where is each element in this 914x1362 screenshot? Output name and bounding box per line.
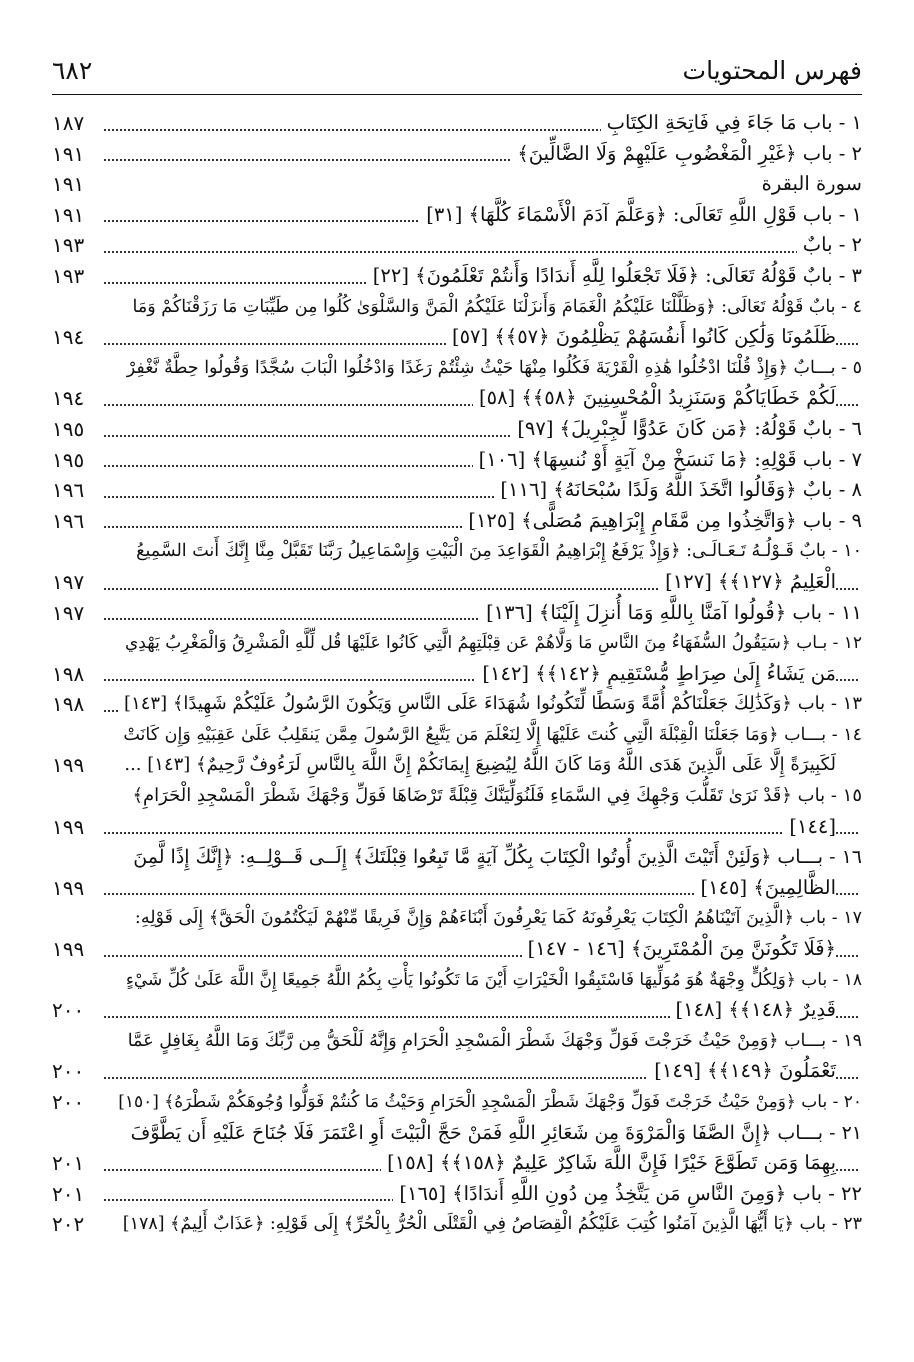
toc-entry-text: ٢ - بابٌ [797,230,862,261]
toc-entry-text: ١٧ - باب ﴿الَّذِينَ آتَيْنَاهُمُ الْكِتَابَ يَعْرِفُونَهُ كَمَا يَعْرِفُونَ أَبْنَاءَهُمْ وَإِنَّ فَرِيقًا مِّنْهُمْ لَيَكْتُمُونَ الْحَقَّ﴾ إِلَى قَوْلِهِ: [129,903,862,934]
toc-page-number: ١٩٩ [52,812,90,843]
toc-page-number: ١٩٤ [52,383,90,414]
toc-entry-text: مَن يَشَاءُ إِلَىٰ صِرَاطٍ مُّسْتَقِيمٍ ﴿١٤٢﴾﴾ [١٤٢] [476,659,836,690]
toc-page-number: ١٩٦ [52,475,90,506]
toc-entry-line [52,995,862,1026]
toc-entry-line [52,659,862,690]
toc-entry-text: ٢ - باب ﴿غَيْرِ الْمَغْضُوبِ عَلَيْهِمْ وَلَا الضَّالِّينَ﴾ [511,139,862,170]
toc-entry-line [52,230,862,261]
toc-entry-line [52,567,862,598]
toc-entry-text: قَدِيرٌ ﴿١٤٨﴾﴾ [١٤٨] [670,995,837,1026]
toc-entry-text: ٣ - بابٌ قَوْلُهُ تَعَالَى: ﴿فَلَا تَجْعَلُوا لِلَّهِ أَندَادًا وَأَنتُمْ تَعْلَمُونَ﴾ [٢٢] [367,261,862,292]
toc-entry-text: ٢١ - بـــاب ﴿إِنَّ الصَّفَا وَالْمَرْوَةَ مِن شَعَائِرِ اللَّهِ فَمَنْ حَجَّ الْبَيْتَ أَوِ اعْتَمَرَ فَلَا جُنَاحَ عَلَيْهِ أَن يَطَّوَّفَ [125,1118,862,1149]
toc-entry-line [52,934,862,965]
toc-entry-line [52,628,862,659]
toc-entry-text: ٨ - بابٌ ﴿وَقَالُوا اتَّخَذَ اللَّهُ وَلَدًا سُبْحَانَهُ﴾ [١١٦] [494,475,862,506]
toc-entry-line [52,383,862,414]
toc-entry-text: ١١ - باب ﴿قُولُوا آمَنَّا بِاللَّهِ وَمَا أُنزِلَ إِلَيْنَا﴾ [١٣٦] [480,598,862,629]
toc-entry-text: ٢٣ - باب ﴿يَا أَيُّهَا الَّذِينَ آمَنُوا كُتِبَ عَلَيْكُمُ الْقِصَاصُ فِي الْقَتْلَى الْحُرُّ بِالْحُرِّ﴾ إِلَى قَوْلِهِ: ﴿عَذَابٌ أَلِيمٌ﴾ [١٧٨] [117,1209,862,1240]
toc-entry-line [52,1056,862,1087]
toc-entry-text: الْعَلِيمُ ﴿١٢٧﴾﴾ [١٢٧] [659,567,836,598]
toc-page-number: ٢٠٠ [52,995,90,1026]
toc-entry-text: ١٠ - بابٌ قَـوْلُـهُ تَـعَـالَـى: ﴿وَإِذْ يَرْفَعُ إِبْرَاهِيمُ الْقَوَاعِدَ مِنَ الْبَيْتِ وَإِسْمَاعِيلُ رَبَّنَا تَقَبَّلْ مِنَّا إِنَّكَ أَنتَ السَّمِيعُ [130,536,862,567]
toc-entry-text: الظَّالِمِينَ﴾ [١٤٥] [694,873,836,904]
toc-entry-text: ١ - باب قَوْلِ اللَّهِ تَعَالَى: ﴿وَعَلَّمَ آدَمَ الْأَسْمَاءَ كُلَّهَا﴾ [٣١] [420,200,862,231]
toc-entry-line [52,812,862,843]
page-header [52,52,862,95]
toc-page-number: ١٩٩ [52,934,90,965]
toc-entry-text: ١٩ - بـــاب ﴿وَمِنْ حَيْثُ خَرَجْتَ فَوَلِّ وَجْهَكَ شَطْرَ الْمَسْجِدِ الْحَرَامِ وَإِنَّهُ لَلْحَقُّ مِن رَّبِّكَ وَمَا اللَّهُ بِغَافِلٍ عَمَّا [122,1026,862,1057]
toc-entry-line [52,353,862,384]
toc-page-number: ١٩٤ [52,322,90,353]
toc-entry-text: ١٨ - باب ﴿وَلِكُلٍّ وِجْهَةٌ هُوَ مُوَلِّيهَا فَاسْتَبِقُوا الْخَيْرَاتِ أَيْنَ مَا تَكُونُوا يَأْتِ بِكُمُ اللَّهُ جَمِيعًا إِنَّ اللَّهَ عَلَىٰ كُلِّ شَيْءٍ [120,965,862,996]
toc-entry-line [52,1026,862,1057]
toc-entry-text: تَعْمَلُونَ ﴿١٤٩﴾﴾ [١٤٩] [648,1056,836,1087]
toc-entry-line [52,689,862,720]
toc-page-number: ٢٠١ [52,1179,90,1210]
toc-page-number: ١٨٧ [52,108,90,139]
toc-entry-line [52,1179,862,1210]
toc-entry-text: ١ - باب مَا جَاءَ فِي فَاتِحَةِ الكِتَابِ [601,108,862,139]
toc-page-number: ١٩١ [52,200,90,231]
toc-entry-line [52,322,862,353]
toc-entry-line [52,842,862,873]
toc-page-number: ٢٠٠ [52,1087,90,1118]
toc-page-number: ٢٠١ [52,1148,90,1179]
toc-entry-line [52,292,862,323]
toc-entry-text: ﴿فَلَا تَكُونَنَّ مِنَ الْمُمْتَرِينَ﴾ [١٤٦ - ١٤٧] [522,934,836,965]
toc-entry-text: لَكَبِيرَةً إِلَّا عَلَى الَّذِينَ هَدَى اللَّهُ وَمَا كَانَ اللَّهُ لِيُضِيعَ إِيمَانَكُمْ إِنَّ اللَّهَ بِالنَّاسِ لَرَءُوفٌ رَّحِيمٌ﴾ [١٤٣] ... [118,750,836,781]
toc-entry-text: ٦ - بابٌ قَوْلُهُ: ﴿مَن كَانَ عَدُوًّا لِّجِبْرِيلَ﴾ [٩٧] [511,414,862,445]
toc-page-number: ١٩٥ [52,445,90,476]
toc-page-number: ١٩٨ [52,659,90,690]
toc-entry-line [52,108,862,139]
toc-entry-line [52,750,862,781]
toc-entry-text: ٤ - بابٌ قَوْلُهُ تَعَالَى: ﴿وَظَلَّلْنَا عَلَيْكُمُ الْغَمَامَ وَأَنزَلْنَا عَلَيْكُمُ الْمَنَّ وَالسَّلْوَىٰ كُلُوا مِن طَيِّبَاتِ مَا رَزَقْنَاكُمْ وَمَا [127,292,863,323]
toc-entry-line [52,720,862,751]
toc-entry-line [52,200,862,231]
toc-page-number: ١٩٦ [52,506,90,537]
page-number: ٦٨٢ [52,56,93,85]
toc-entry-line [52,781,862,812]
toc-page-number: ٢٠٠ [52,1056,90,1087]
toc-entry-line [52,536,862,567]
toc-page-number: ١٩٧ [52,567,90,598]
toc-entry-text: لَكُمْ خَطَايَاكُمْ وَسَنَزِيدُ الْمُحْسِنِينَ ﴿٥٨﴾﴾ [٥٨] [473,383,836,414]
toc-entry-line [52,261,862,292]
toc-entry-text: ١٤ - بـــاب ﴿وَمَا جَعَلْنَا الْقِبْلَةَ الَّتِي كُنتَ عَلَيْهَا إِلَّا لِنَعْلَمَ مَن يَتَّبِعُ الرَّسُولَ مِمَّن يَنقَلِبُ عَلَىٰ عَقِبَيْهِ وَإِن كَانَتْ [117,720,862,751]
toc-page-number: ١٩٧ [52,598,90,629]
toc-page-number: ٢٠٢ [52,1209,90,1240]
toc-entry-text: ٩ - باب ﴿وَاتَّخِذُوا مِن مَّقَامِ إِبْرَاهِيمَ مُصَلًّى﴾ [١٢٥] [462,506,862,537]
running-title: فهرس المحتويات [682,56,862,85]
toc-entry-line [52,414,862,445]
toc-entry-line [52,1209,862,1240]
toc-page-number: ١٩٣ [52,261,90,292]
toc-entry-text: ٢٢ - باب ﴿وَمِنَ النَّاسِ مَن يَتَّخِذُ مِن دُونِ اللَّهِ أَندَادًا﴾ [١٦٥] [393,1179,862,1210]
toc-page-number: ١٩٨ [52,689,90,720]
toc-page-number: ١٩٩ [52,873,90,904]
toc-page-number: ١٩٩ [52,750,90,781]
dot-leader [104,832,858,834]
toc-entry-line [52,1118,862,1149]
toc-entry-text: ظَلَمُونَا وَلَٰكِن كَانُوا أَنفُسَهُمْ يَظْلِمُونَ ﴿٥٧﴾﴾ [٥٧] [446,322,836,353]
dot-leader [104,251,858,253]
toc-entry-text: ١٥ - باب ﴿قَدْ نَرَىٰ تَقَلُّبَ وَجْهِكَ فِي السَّمَاءِ فَلَنُوَلِّيَنَّكَ قِبْلَةً تَرْضَاهَا فَوَلِّ وَجْهَكَ شَطْرَ الْمَسْجِدِ الْحَرَامِ﴾ [126,781,862,812]
toc-page-number: ١٩١ [52,139,90,170]
toc-entry-text: ٧ - باب قَوْلِهِ: ﴿مَا نَنسَخْ مِنْ آيَةٍ أَوْ نُنسِهَا﴾ [١٠٦] [473,445,862,476]
toc-entry-text: ١٣ - باب ﴿وَكَذَٰلِكَ جَعَلْنَاكُمْ أُمَّةً وَسَطًا لِّتَكُونُوا شُهَدَاءَ عَلَى النَّاسِ وَيَكُونَ الرَّسُولُ عَلَيْكُمْ شَهِيدًا﴾ [١٤٣] [118,689,862,720]
toc-entry-line [52,873,862,904]
toc-entry-line [52,598,862,629]
toc-page-number: ١٩٣ [52,230,90,261]
toc-entry-line [52,445,862,476]
toc-entry-text: ٢٠ - باب ﴿وَمِنْ حَيْثُ خَرَجْتَ فَوَلِّ وَجْهَكَ شَطْرَ الْمَسْجِدِ الْحَرَامِ وَحَيْثُ مَا كُنتُمْ فَوَلُّوا وُجُوهَكُمْ شَطْرَهُ﴾ [١٥٠] [112,1087,862,1118]
toc-entry-text: ١٦ - بـــاب ﴿وَلَئِنْ أَتَيْتَ الَّذِينَ أُوتُوا الْكِتَابَ بِكُلِّ آيَةٍ مَّا تَبِعُوا قِبْلَتَكَ﴾ إِلَــى قَــوْلِــهِ: ﴿إِنَّكَ إِذًا لَّمِنَ [127,842,862,873]
toc-entry-text: بِهِمَا وَمَن تَطَوَّعَ خَيْرًا فَإِنَّ اللَّهَ شَاكِرٌ عَلِيمٌ ﴿١٥٨﴾﴾ [١٥٨] [381,1148,836,1179]
toc-entry-text: [١٤٤] [783,812,836,843]
toc-entry-line [52,1087,862,1118]
toc-page-number: ١٩٥ [52,414,90,445]
toc-entry-line [52,475,862,506]
toc-entry-text: ٥ - بـــابٌ ﴿وَإِذْ قُلْنَا ادْخُلُوا هَٰذِهِ الْقَرْيَةَ فَكُلُوا مِنْهَا حَيْثُ شِئْتُمْ رَغَدًا وَادْخُلُوا الْبَابَ سُجَّدًا وَقُولُوا حِطَّةٌ نَّغْفِرْ [121,353,862,384]
toc-page-number: ١٩١ [52,169,90,200]
toc-entry-line [52,506,862,537]
toc-entry-line [52,139,862,170]
toc-entry-text: سورة البقرة [756,169,862,200]
toc-entry-line [52,903,862,934]
toc-entry-line [52,965,862,996]
toc-entry-line [52,169,862,200]
table-of-contents [52,108,862,1240]
toc-entry-line [52,1148,862,1179]
toc-entry-text: ١٢ - بـاب ﴿سَيَقُولُ السُّفَهَاءُ مِنَ النَّاسِ مَا وَلَّاهُمْ عَن قِبْلَتِهِمُ الَّتِي كَانُوا عَلَيْهَا قُل لِّلَّهِ الْمَشْرِقُ وَالْمَغْرِبُ يَهْدِي [119,628,862,659]
